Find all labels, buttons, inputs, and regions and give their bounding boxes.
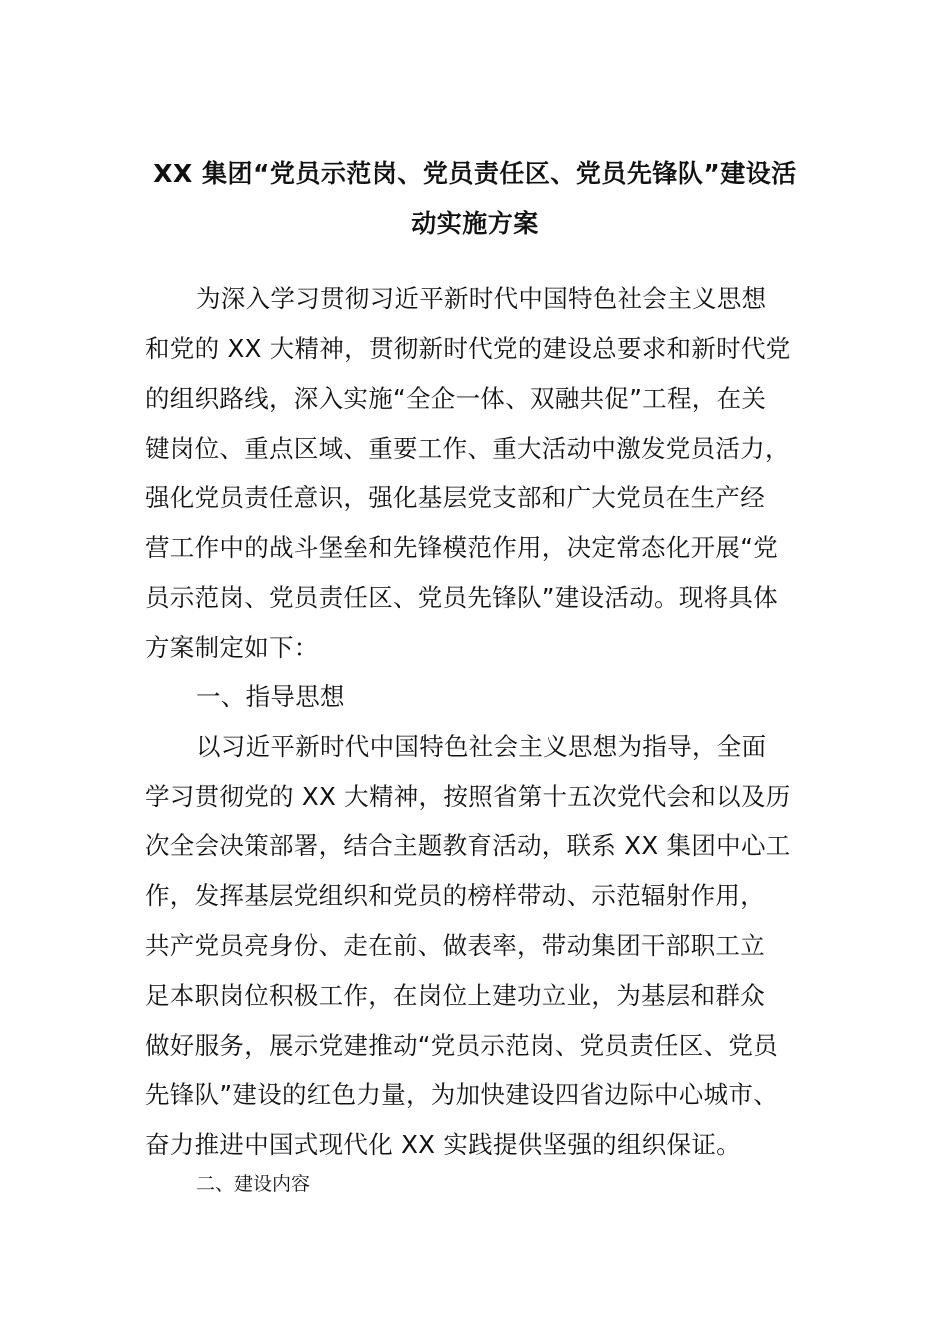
intro-paragraph-line: 和党的 XX 大精神，贯彻新时代党的建设总要求和新时代党 bbox=[145, 334, 791, 363]
document-title-line-2: 动实施方案 bbox=[411, 209, 539, 238]
section1-paragraph-line: 奋力推进中国式现代化 XX 实践提供坚强的组织保证。 bbox=[145, 1130, 741, 1159]
section1-paragraph-line: 做好服务，展示党建推动“党员示范岗、党员责任区、党员 bbox=[145, 1031, 778, 1060]
section1-paragraph-line: 先锋队”建设的红色力量，为加快建设四省边际中心城市、 bbox=[145, 1080, 778, 1109]
intro-paragraph-line: 方案制定如下： bbox=[145, 633, 319, 662]
section-heading-guiding-thought: 一、指导思想 bbox=[196, 682, 345, 711]
section1-paragraph-line: 学习贯彻党的 XX 大精神，按照省第十五次党代会和以及历 bbox=[145, 782, 791, 811]
section1-paragraph-line: 足本职岗位积极工作，在岗位上建功立业，为基层和群众 bbox=[145, 981, 765, 1010]
intro-paragraph-line: 的组织路线，深入实施“全企一体、双融共促”工程，在关 bbox=[145, 384, 767, 413]
intro-paragraph-line: 键岗位、重点区域、重要工作、重大活动中激发党员活力， bbox=[145, 434, 790, 463]
section1-paragraph-line: 作，发挥基层党组织和党员的榜样带动、示范辐射作用， bbox=[145, 881, 765, 910]
section1-paragraph-line: 共产党员亮身份、走在前、做表率，带动集团干部职工立 bbox=[145, 931, 765, 960]
section-heading-construction-content: 二、建设内容 bbox=[196, 1173, 311, 1195]
intro-paragraph-line: 员示范岗、党员责任区、党员先锋队”建设活动。现将具体 bbox=[145, 583, 778, 612]
intro-paragraph-line: 为深入学习贯彻习近平新时代中国特色社会主义思想 bbox=[196, 284, 767, 313]
intro-paragraph-line: 营工作中的战斗堡垒和先锋模范作用，决定常态化开展“党 bbox=[145, 533, 778, 562]
section1-paragraph-line: 次全会决策部署，结合主题教育活动，联系 XX 集团中心工 bbox=[145, 831, 791, 860]
document-title-line-1: XX 集团“党员示范岗、党员责任区、党员先锋队”建设活 bbox=[153, 159, 797, 188]
intro-paragraph-line: 强化党员责任意识，强化基层党支部和广大党员在生产经 bbox=[145, 483, 765, 512]
section1-paragraph-line: 以习近平新时代中国特色社会主义思想为指导，全面 bbox=[196, 732, 767, 761]
